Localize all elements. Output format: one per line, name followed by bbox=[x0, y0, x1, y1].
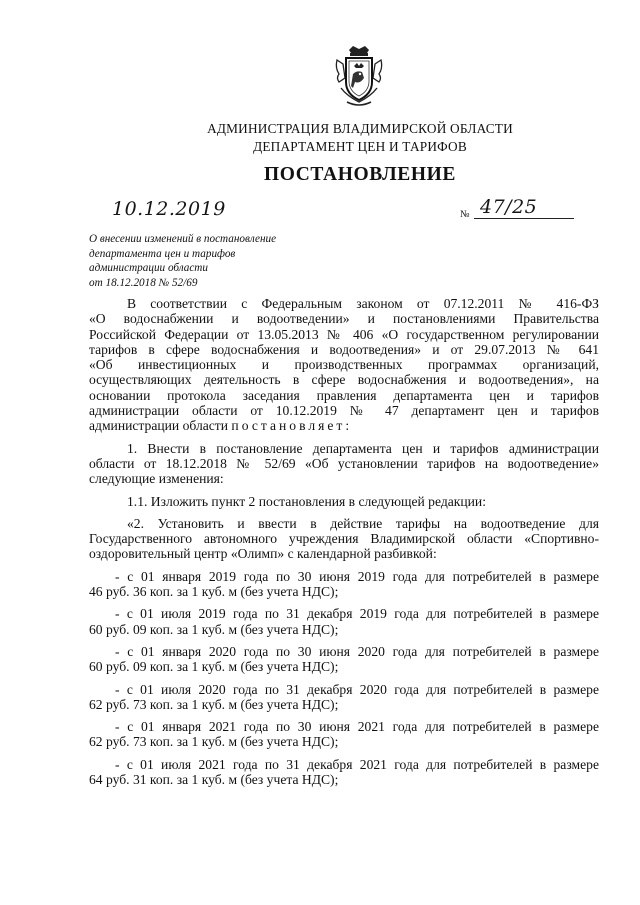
document-body bbox=[89, 296, 599, 787]
item-1-line: 1. Внести в постановление департамента цен и тарифов администрации bbox=[127, 440, 599, 456]
tariff-amount: 64 руб. 31 коп. за 1 куб. м (без учета НДС); bbox=[89, 772, 339, 788]
subject-line: департамента цен и тарифов bbox=[89, 247, 236, 260]
handwritten-date: 10.12.2019 bbox=[112, 198, 226, 220]
preamble-line: В соответствии с Федеральным законом от 07.12.2011 № 416-ФЗ bbox=[127, 296, 599, 311]
tariff-amount: 60 руб. 09 коп. за 1 куб. м (без учета НДС); bbox=[89, 621, 339, 637]
document-subject bbox=[89, 232, 369, 290]
org-name-administration: АДМИНИСТРАЦИЯ ВЛАДИМИРСКОЙ ОБЛАСТИ bbox=[207, 121, 513, 136]
tariff-line: - с 01 июля 2020 года по 31 декабря 2020 года для потребителей в размере bbox=[115, 681, 599, 697]
preamble-text: администрации области bbox=[89, 418, 229, 434]
preamble-line: тарифов в сфере водоснабжения и водоотведения» и от 29.07.2013 № 641 bbox=[89, 341, 599, 357]
preamble-line-final bbox=[89, 418, 599, 433]
preamble-line: администрации области от 10.12.2019 № 47 департамент цен и тарифов bbox=[89, 403, 599, 419]
item-2-line: оздоровительный центр «Олимп» с календарной разбивкой: bbox=[89, 546, 437, 562]
tariff-amount: 62 руб. 73 коп. за 1 куб. м (без учета НДС); bbox=[89, 696, 339, 712]
item-1-line: области от 18.12.2018 № 52/69 «Об установлении тарифов на водоотведение» bbox=[89, 455, 599, 471]
preamble-line: «О водоснабжении и водоотведении» и постановлениями Правительства bbox=[89, 311, 599, 327]
handwritten-number: 47/25 bbox=[480, 196, 538, 218]
tariff-line: - с 01 января 2019 года по 30 июня 2019 года для потребителей в размере bbox=[115, 568, 599, 584]
tariff-line: - с 01 января 2020 года по 30 июня 2020 года для потребителей в размере bbox=[115, 643, 599, 659]
number-underline bbox=[474, 218, 574, 219]
item-2-line: «2. Установить и ввести в действие тарифы на водоотведение для bbox=[127, 515, 599, 531]
item-2-line: Государственного автономного учреждения Владимирской области «Спортивно- bbox=[89, 531, 599, 547]
preamble-line: основании протокола заседания правления департамента цен и тарифов bbox=[89, 387, 599, 403]
item-1-line: следующие изменения: bbox=[89, 471, 224, 487]
subject-line: от 18.12.2018 № 52/69 bbox=[89, 276, 198, 289]
preamble-line: Российской Федерации от 13.05.2013 № 406 «О государственном регулировании bbox=[89, 326, 599, 342]
item-1-1-line: 1.1. Изложить пункт 2 постановления в следующей редакции: bbox=[127, 493, 486, 509]
postanovlyaet-word: постановляет: bbox=[231, 418, 353, 434]
coat-of-arms-emblem bbox=[333, 44, 385, 108]
subject-line: администрации области bbox=[89, 262, 208, 274]
number-label: № bbox=[460, 209, 470, 220]
tariff-line: - с 01 января 2021 года по 30 июня 2021 года для потребителей в размере bbox=[115, 719, 599, 735]
subject-line: О внесении изменений в постановление bbox=[89, 233, 277, 245]
tariff-line: - с 01 июля 2021 года по 31 декабря 2021 года для потребителей в размере bbox=[115, 756, 599, 772]
org-name-department: ДЕПАРТАМЕНТ ЦЕН И ТАРИФОВ bbox=[253, 139, 467, 154]
document-type-title: ПОСТАНОВЛЕНИЕ bbox=[263, 164, 457, 185]
preamble-line: осуществляющих деятельность в сфере водоснабжения и водоотведения», на bbox=[89, 372, 599, 388]
tariff-line: - с 01 июля 2019 года по 31 декабря 2019 года для потребителей в размере bbox=[115, 606, 599, 622]
tariff-amount: 46 руб. 36 коп. за 1 куб. м (без учета НДС); bbox=[89, 584, 339, 600]
preamble-line: «Об инвестиционных и производственных программах организаций, bbox=[89, 357, 599, 373]
tariff-amount: 60 руб. 09 коп. за 1 куб. м (без учета НДС); bbox=[89, 659, 339, 675]
tariff-amount: 62 руб. 73 коп. за 1 куб. м (без учета НДС); bbox=[89, 734, 339, 750]
